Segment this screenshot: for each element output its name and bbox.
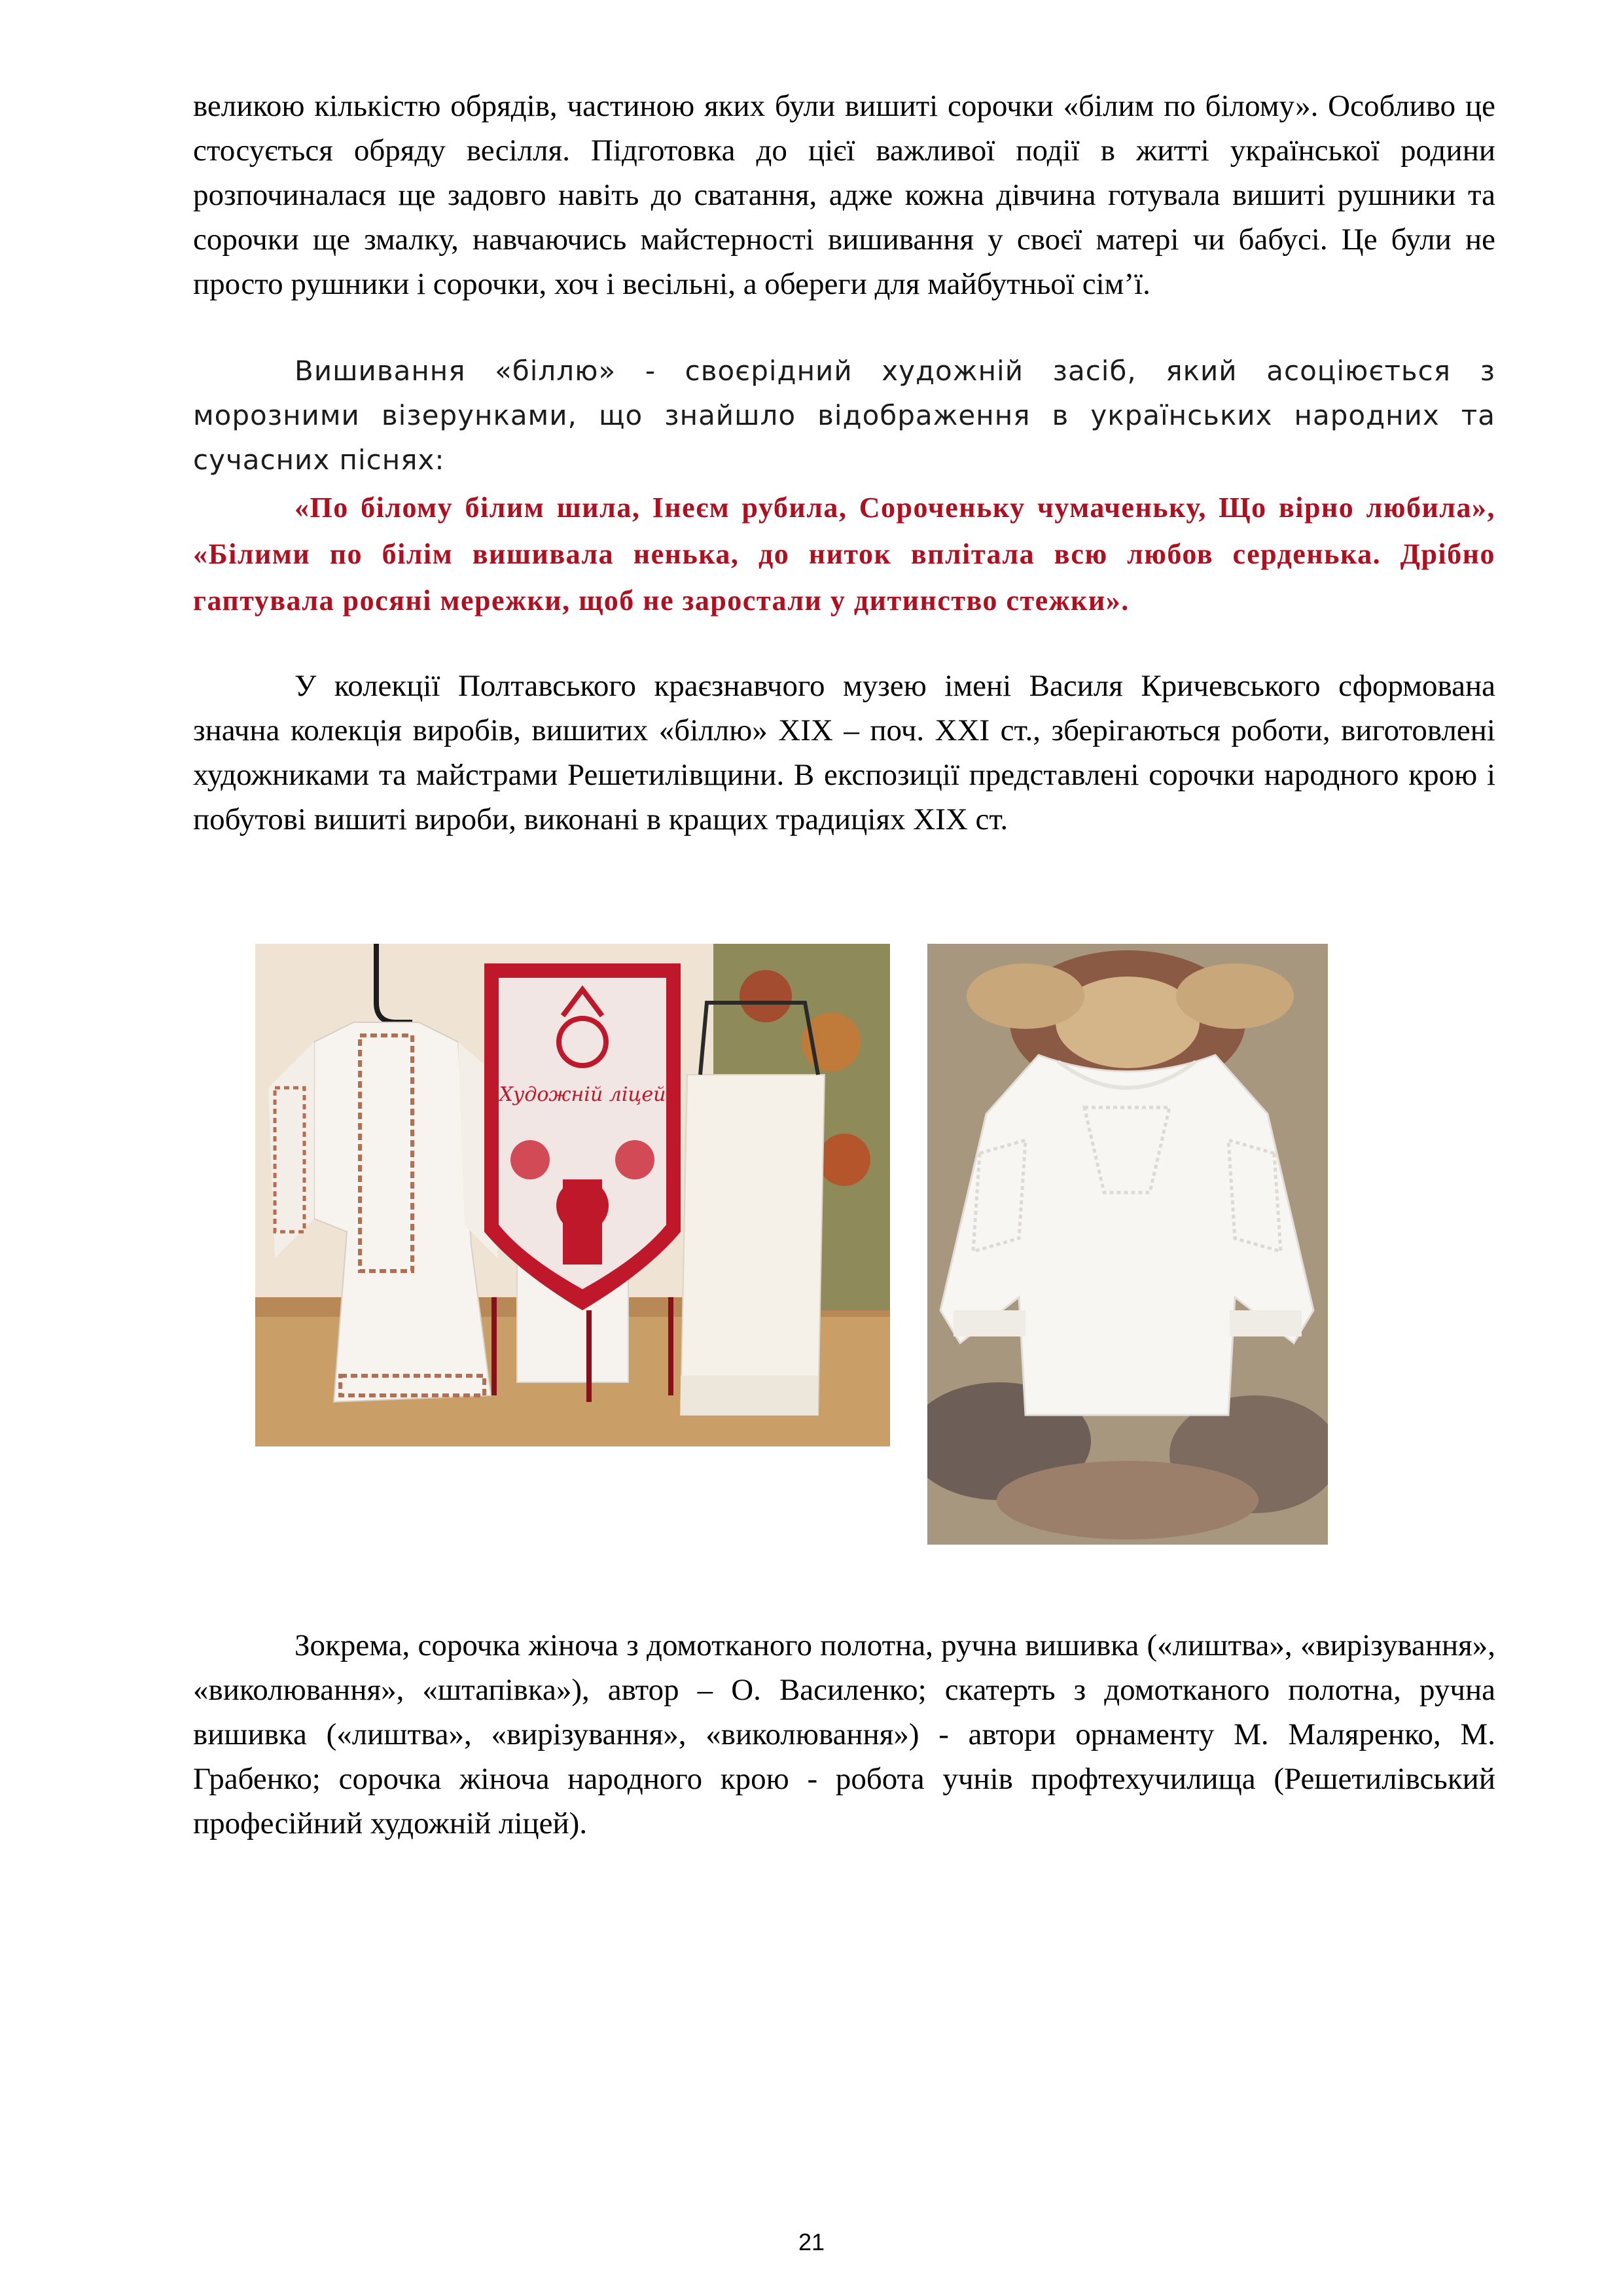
paragraph-bilyu-description: Вишивання «біллю» - своєрідний художній засіб, який асоціюється з морозними візерунками, що знайшло відображення в українських народних та сучасних піснях: xyxy=(193,355,1495,476)
blouse-photo xyxy=(927,944,1328,1545)
paragraph-intro: великою кількістю обрядів, частиною яких були вишиті сорочки «білим по білому». Особливо це стосується обряду весілля. Підготовка до цієї важливої події в житті української родини розпочиналася ще задовго навіть до сватання, адже кожна дівчина готувала вишиті рушники та сорочки ще змалку, навчаючись майстерності вишивання у своєї матері чи бабусі. Це були не просто рушники і сорочки, хоч і весільні, а обереги для майбутньої сім’ї. xyxy=(193,89,1495,301)
exhibition-photo xyxy=(255,944,890,1446)
page-number: 21 xyxy=(798,2229,825,2255)
banner-text: Художній ліцей xyxy=(499,1083,666,1106)
paragraph-examples: Зокрема, сорочка жіноча з домотканого полотна, ручна вишивка («лиштва», «вирізування», «виколювання», «штапівка»), автор – О. Василенко; скатерть з домотканого полотна, ручна вишивка («лиштва», «вирізування», «виколювання») - автори орнаменту М. Маляренко, М. Грабенко; сорочка жіноча народного крою - робота учнів профтехучилища (Решетилівський професійний художній ліцей). xyxy=(193,1628,1495,1840)
paragraph-museum-collection: У колекції Полтавського краєзнавчого музею імені Василя Кричевського сформована значна колекція виробів, вишитих «біллю» XIX – поч. XXI ст., зберігаються роботи, виготовлені художниками та майстрами Решетилівщини. В експозиції представлені сорочки народного крою і побутові вишиті вироби, виконані в кращих традиціях XIX ст. xyxy=(193,669,1495,836)
song-quote: «По білому білим шила, Інеєм рубила, Сороченьку чумаченьку, Що вірно любила», «Білими по білім вишивала ненька, до ниток вплітала всю любов серденька. Дрібно гаптувала росяні мережки, щоб не заростали у дитинство стежки». xyxy=(193,492,1495,617)
